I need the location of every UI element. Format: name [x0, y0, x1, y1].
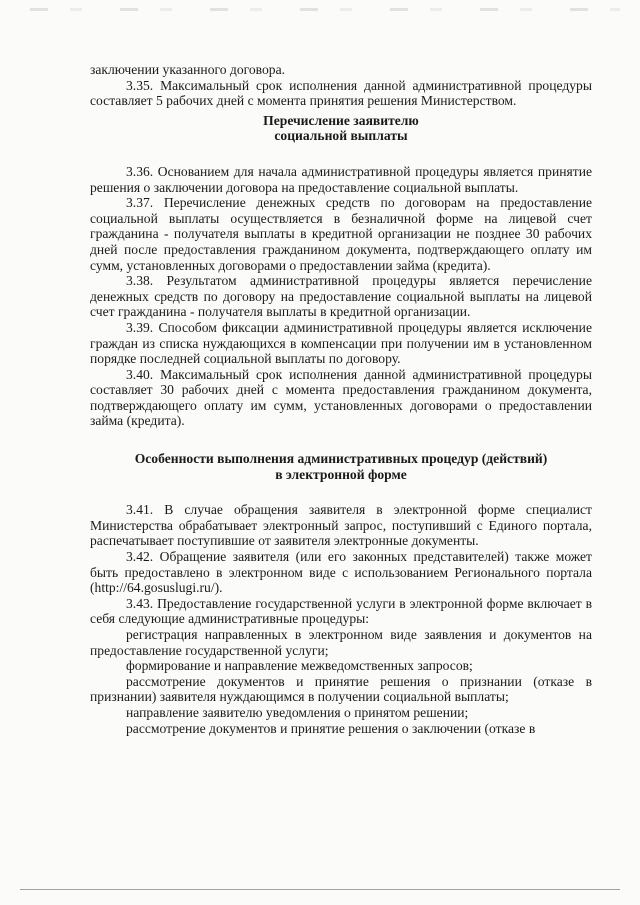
scan-artifact-bottom [20, 889, 620, 890]
section-heading-2-line-2: в электронной форме [275, 466, 407, 482]
section-heading-line-2: социальной выплаты [274, 128, 408, 144]
list-item-registration: регистрация направленных в электронном виде заявления и документов на предоставление государственной услуги; [90, 627, 592, 658]
paragraph-3-41: 3.41. В случае обращения заявителя в электронной форме специалист Министерства обрабатывает электронный запрос, поступивший с Единого портала, распечатывает поступившие от заявителя электронные документы. [90, 502, 592, 549]
list-item-notification: направление заявителю уведомления о принятом решении; [126, 704, 469, 720]
scan-artifact-top [30, 8, 620, 11]
list-item-contract-decision: рассмотрение документов и принятие решения о заключении (отказе в [126, 720, 536, 736]
paragraph-3-40: 3.40. Максимальный срок исполнения данной административной процедуры составляет 30 рабочих дней с момента предоставления гражданином документа, подтверждающего оплату им сумм, установленных договорами о предоставлении займа (кредита). [90, 366, 592, 429]
list-item-interagency-requests: формирование и направление межведомственных запросов; [126, 658, 473, 674]
section-heading-line-1: Перечисление заявителю [263, 112, 419, 128]
paragraph-3-43: 3.43. Предоставление государственной услуги в электронной форме включает в себя следующие административные процедуры: [90, 595, 592, 627]
paragraph-3-35: 3.35. Максимальный срок исполнения данной административной процедуры составляет 5 рабочих дней с момента принятия решения Министерством. [90, 77, 592, 109]
list-item-recognition-decision: рассмотрение документов и принятие решения о признании (отказе в признании) заявителя нуждающимся в получении социальной выплаты; [90, 673, 592, 705]
paragraph-3-36: 3.36. Основанием для начала административной процедуры является принятие решения о заключении договора на предоставление социальной выплаты. [90, 163, 592, 195]
paragraph-3-42: 3.42. Обращение заявителя (или его законных представителей) также может быть предоставлено в электронном виде с использованием Регионального портала (http://64.gosuslugi.ru/). [90, 549, 592, 596]
paragraph-3-38: 3.38. Результатом административной процедуры является перечисление денежных средств по договору на предоставление социальной выплаты на лицевой счет гражданина - получателя выплаты в кредитной организации. [90, 273, 592, 320]
paragraph-3-37: 3.37. Перечисление денежных средств по договорам на предоставление социальной выплаты осуществляется в безналичной форме на лицевой счет гражданина - получателя выплаты в кредитной организации не позднее 30 рабочих дней после предоставления гражданином документа, подтверждающего оплату им сумм, установленных договорами о предоставлении займа (кредита). [90, 195, 592, 273]
paragraph-3-39: 3.39. Способом фиксации административной процедуры является исключение граждан из списка нуждающихся в компенсации при получении им в установленном порядке последней социальной выплаты по договору. [90, 319, 592, 367]
paragraph-continuation: заключении указанного договора. [90, 62, 286, 77]
document-body [90, 62, 592, 736]
section-heading-2-line-1: Особенности выполнения административных процедур (действий) [134, 451, 548, 467]
